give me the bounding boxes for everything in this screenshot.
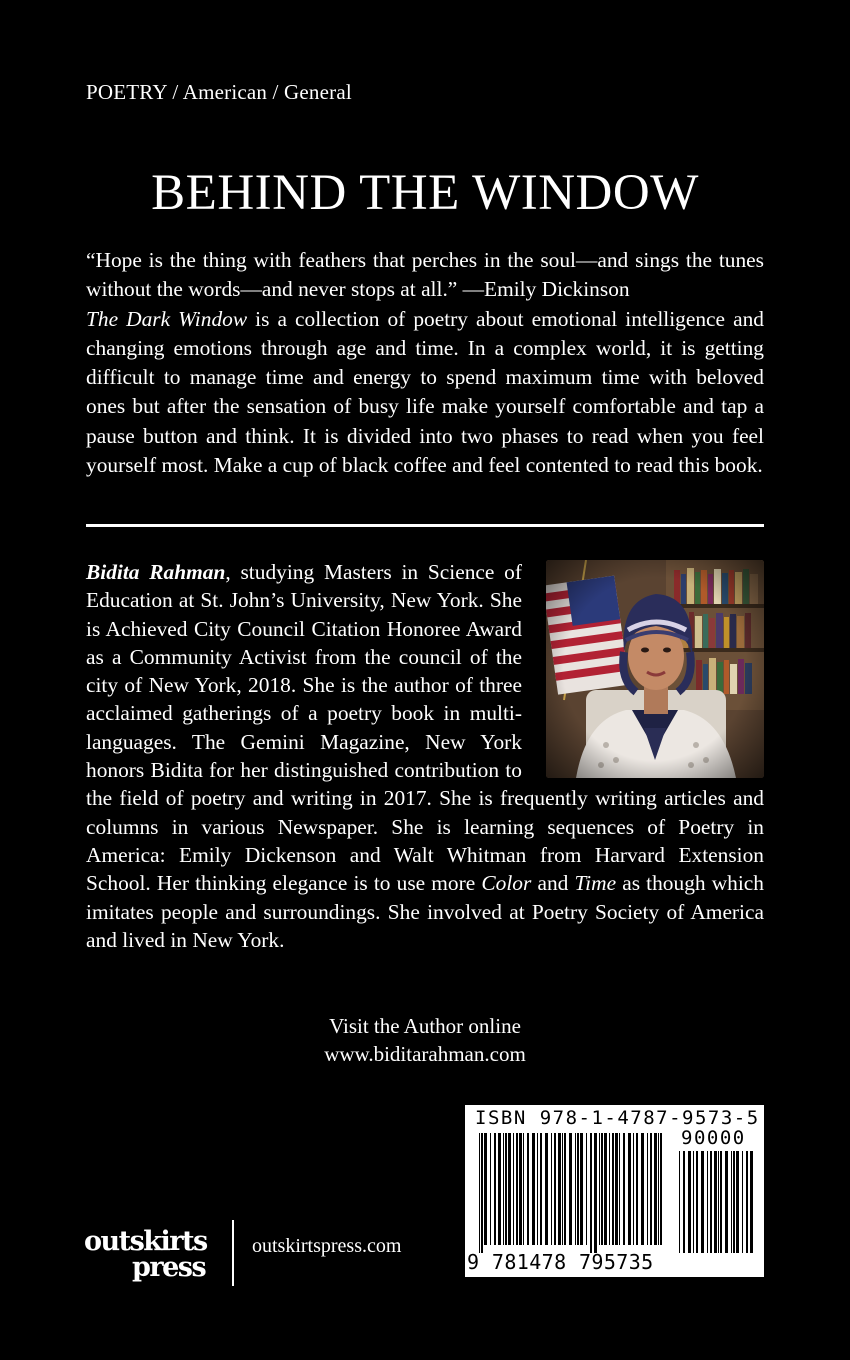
barcode-bar	[569, 1133, 572, 1245]
barcode-bar	[710, 1151, 712, 1253]
barcode-bar	[658, 1133, 659, 1245]
barcode-bar	[562, 1133, 563, 1245]
barcode-bar	[746, 1151, 748, 1253]
barcode-bar	[575, 1133, 576, 1245]
author-bio	[86, 558, 764, 954]
barcode-bar	[742, 1151, 743, 1253]
barcode-bar	[650, 1133, 652, 1245]
barcode-bar	[647, 1133, 648, 1245]
author-name: Bidita Rahman	[86, 560, 226, 584]
divider-rule	[86, 524, 764, 527]
barcode-bar	[707, 1151, 708, 1253]
barcode-bar	[551, 1133, 552, 1245]
barcode-bar	[725, 1151, 728, 1253]
barcode-bar	[527, 1133, 529, 1245]
barcode-bar	[641, 1133, 644, 1245]
barcode-bar	[479, 1133, 480, 1253]
barcode-bar	[523, 1133, 524, 1245]
epigraph-quote: “Hope is the thing with feathers that perches in the soul—and sings the tunes without the words—and never stops at all.” —Emily Dickinson	[86, 248, 764, 302]
barcode-bar	[586, 1133, 587, 1245]
barcode-bar	[484, 1133, 487, 1245]
barcode-bar	[688, 1151, 691, 1253]
book-blurb	[86, 246, 764, 480]
barcode-bar	[696, 1151, 698, 1253]
author-website-link[interactable]: www.biditarahman.com	[324, 1042, 526, 1066]
barcode-bar	[545, 1133, 548, 1245]
blurb-italic-title: The Dark Window	[86, 306, 248, 331]
barcode-bar	[736, 1151, 739, 1253]
publisher-website-link[interactable]: outskirtspress.com	[252, 1235, 402, 1257]
bio-text-part2: as though which imitates people and surroundings. She involved at Poetry Society of America and lived in New York.	[86, 871, 764, 952]
barcode-bar	[720, 1151, 722, 1253]
barcode-bar	[679, 1151, 680, 1253]
barcode-bar	[537, 1133, 538, 1245]
barcode-bar	[683, 1151, 685, 1253]
barcode-bar	[503, 1133, 504, 1245]
barcode-bar	[609, 1133, 610, 1245]
author-photo-illustration	[546, 560, 764, 778]
barcode-bar	[513, 1133, 514, 1245]
barcode-bar	[636, 1133, 638, 1245]
barcode-bar	[508, 1133, 511, 1245]
barcode-bar	[693, 1151, 694, 1253]
barcode-bar	[733, 1151, 735, 1253]
logo-divider	[232, 1220, 234, 1286]
barcode-bar	[654, 1133, 657, 1245]
isbn-label: ISBN 978-1-4787-9573-5	[475, 1107, 760, 1129]
barcode-bar	[633, 1133, 634, 1245]
barcode-bar	[498, 1133, 501, 1245]
blurb-description	[86, 305, 764, 481]
bio-text-and: and	[531, 871, 575, 896]
ean-digits: 9 781478 795735	[467, 1250, 654, 1274]
publisher-logo	[84, 1222, 214, 1286]
blurb-description-text: is a collection of poetry about emotional intelligence and changing emotions through age and time. In a complex world, it is getting difficult to manage time and energy to spend maximum time with beloved ones but after the sensation of busy life make yourself comfortable and tap a pause button and think. It is divided into two phases to read when you feel yourself most. Make a cup of black coffee and feel contented to read this book.	[86, 306, 764, 478]
category-label: POETRY / American / General	[86, 80, 352, 104]
barcode-bar	[731, 1151, 732, 1253]
barcode-bar	[714, 1151, 717, 1253]
barcode-bar	[619, 1133, 620, 1245]
barcode-bar	[623, 1133, 625, 1245]
visit-author-label: Visit the Author online	[329, 1014, 521, 1038]
barcode-bar	[494, 1133, 496, 1245]
barcode-bar	[577, 1133, 579, 1245]
barcode-bar	[601, 1133, 603, 1245]
barcode-bar	[718, 1151, 719, 1253]
barcode-bar	[580, 1133, 583, 1245]
barcode-bar	[660, 1133, 662, 1245]
barcode-bar	[599, 1133, 600, 1245]
price-code-label: 90000	[681, 1127, 746, 1149]
ean-bars	[479, 1133, 662, 1253]
barcode-bar	[554, 1133, 556, 1245]
barcode-bar	[540, 1133, 542, 1245]
barcode-bar	[604, 1133, 607, 1245]
logo-bottom-word: press	[132, 1252, 206, 1283]
author-photo	[546, 560, 764, 778]
barcode-bar	[519, 1133, 522, 1245]
barcode-bar	[532, 1133, 535, 1245]
barcode-bar	[558, 1133, 561, 1245]
isbn-barcode	[465, 1105, 764, 1277]
barcode-bar	[594, 1133, 597, 1253]
barcode-bar	[750, 1151, 753, 1253]
barcode-bar	[701, 1151, 704, 1253]
barcode-bar	[490, 1133, 491, 1245]
barcode-bar	[590, 1133, 592, 1253]
author-website-block	[0, 1012, 850, 1068]
barcode-bar	[505, 1133, 507, 1245]
barcode-bar	[615, 1133, 618, 1245]
bio-italic-color: Color	[481, 871, 532, 896]
barcode-bar	[481, 1133, 483, 1253]
barcode-bar	[516, 1133, 518, 1245]
book-title: BEHIND THE WINDOW	[151, 165, 699, 221]
bio-text-part1: , studying Masters in Science of Education at St. John’s University, New York. She is Achieved City Council Citation Honoree Award as a Community Activist from the council of the city of New York, 2018. She is the author of three acclaimed gatherings of a poetry book in multi-languages. The Gemini Magazine, New York honors Bidita for her distinguished contribution to the field of poetry and writing in 2017. She is frequently writing articles and columns in various Newspaper. She is learning sequences of Poetry in America: Emily Dickenson and Walt Whitman from Harvard Extension School. Her thinking elegance is to use more	[86, 560, 764, 896]
barcode-bar	[564, 1133, 566, 1245]
logo-top-word: outskirts	[84, 1226, 207, 1257]
barcode-bar	[628, 1133, 631, 1245]
barcode-bar	[612, 1133, 614, 1245]
bio-italic-time: Time	[574, 871, 617, 896]
addon-bars	[679, 1151, 753, 1253]
